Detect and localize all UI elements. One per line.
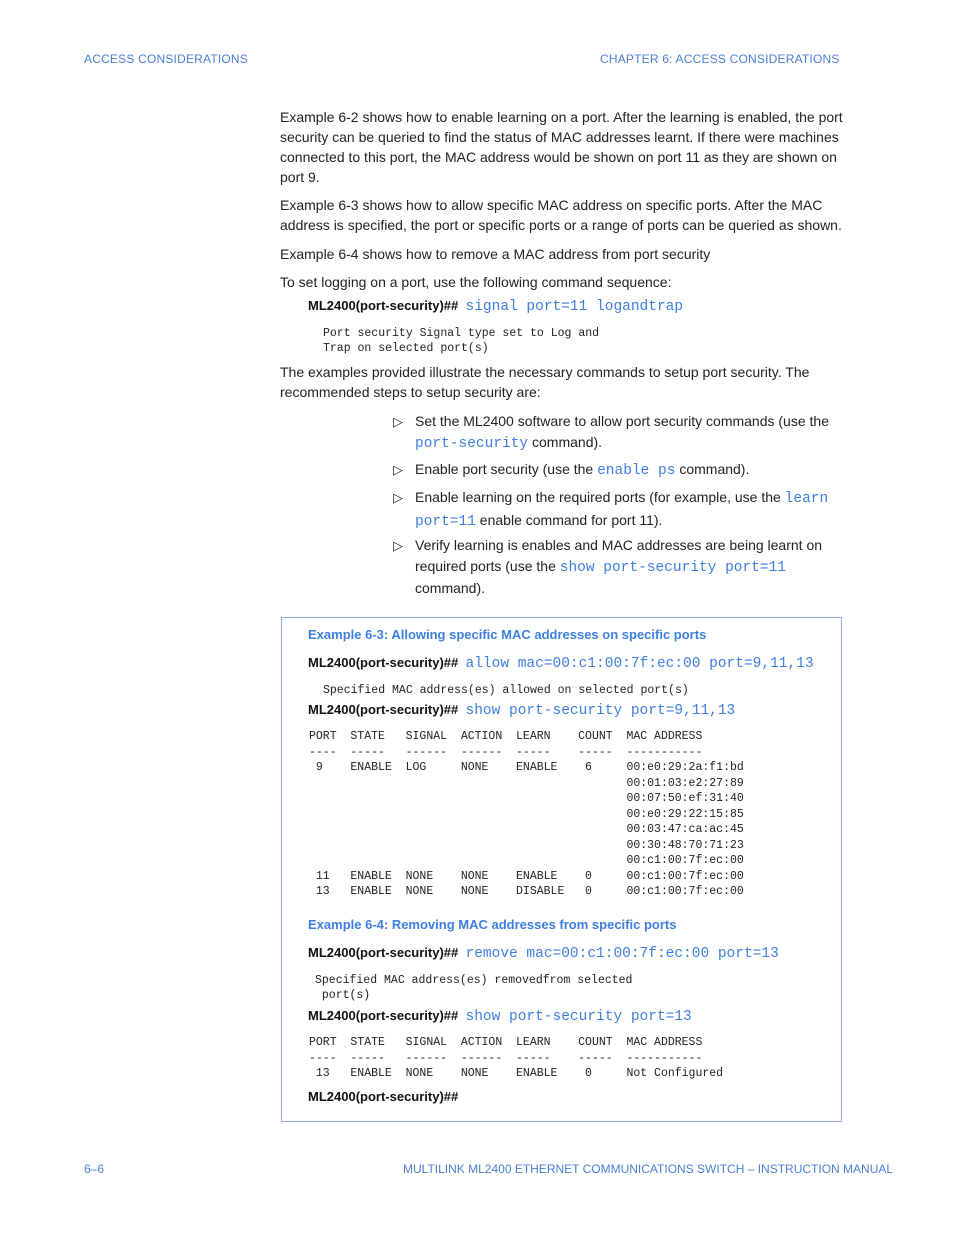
example-6-4-port-table: PORT STATE SIGNAL ACTION LEARN COUNT MAC ADDRESS ---- ----- ------ ------ ----- ----- ----------- 13 ENABLE NONE NONE ENABLE 0 Not Configured <box>309 1036 724 1080</box>
triangle-bullet-icon: ▷ <box>393 414 403 429</box>
allow-command: allow mac=00:c1:00:7f:ec:00 port=9,11,13 <box>465 656 814 672</box>
example-6-4-final-prompt <box>308 1089 458 1104</box>
command-prompt: ML2400(port-security)## <box>308 655 459 670</box>
paragraph-logging-intro: To set logging on a port, use the following command sequence: <box>280 274 672 290</box>
triangle-bullet-icon: ▷ <box>393 462 403 477</box>
step-text-end: command). <box>415 580 486 596</box>
step-text: Enable learning on the required ports (for example, use the <box>415 489 785 505</box>
command-prompt: ML2400(port-security)## <box>308 298 459 313</box>
step-text: Enable port security (use the <box>415 461 598 477</box>
show-command: show port-security port=9,11,13 <box>465 703 736 719</box>
example-6-4-command-1 <box>308 945 779 962</box>
triangle-bullet-icon: ▷ <box>393 538 403 553</box>
page-number: 6–6 <box>84 1162 105 1176</box>
step-text-end: command). <box>675 461 750 477</box>
logging-command-output: Port security Signal type set to Log and Trap on selected port(s) <box>323 327 600 355</box>
example-6-4-command-2 <box>308 1008 692 1025</box>
example-6-3-output-1: Specified MAC address(es) allowed on selected port(s) <box>323 684 689 697</box>
example-6-4-output-1: Specified MAC address(es) removedfrom selected port(s) <box>315 974 633 1002</box>
example-6-3-command-1 <box>308 655 814 672</box>
paragraph-example-6-2: Example 6-2 shows how to enable learning on a port. After the learning is enabled, the port security can be queried to find the status of MAC addresses learnt. If there were machines connected to this port, the MAC address would be shown on port 11 as they are shown on port 9. <box>280 109 843 185</box>
step-item-4 <box>393 535 843 599</box>
command-prompt: ML2400(port-security)## <box>308 702 459 717</box>
remove-command: remove mac=00:c1:00:7f:ec:00 port=13 <box>465 946 779 962</box>
step-code: enable ps <box>597 463 676 479</box>
show-command: show port-security port=13 <box>465 1009 692 1025</box>
step-item-3 <box>393 487 843 532</box>
command-prompt: ML2400(port-security)## <box>308 1089 459 1104</box>
command-prompt: ML2400(port-security)## <box>308 945 459 960</box>
step-code: port-security <box>415 435 529 452</box>
paragraph-recommended-steps: The examples provided illustrate the necessary commands to setup port security. The recommended steps to setup security are: <box>280 364 810 400</box>
step-code: show port-security port=11 <box>559 559 786 576</box>
step-item-2 <box>393 459 843 482</box>
step-item-1 <box>393 411 843 454</box>
triangle-bullet-icon: ▷ <box>393 490 403 505</box>
paragraph-example-6-4: Example 6-4 shows how to remove a MAC address from port security <box>280 246 711 262</box>
command-prompt: ML2400(port-security)## <box>308 1008 459 1023</box>
example-6-3-title: Example 6-3: Allowing specific MAC addresses on specific ports <box>308 627 707 642</box>
example-6-3-command-2 <box>308 702 735 719</box>
footer-manual-title: MULTILINK ML2400 ETHERNET COMMUNICATIONS SWITCH – INSTRUCTION MANUAL <box>403 1162 894 1176</box>
logging-command: signal port=11 logandtrap <box>465 299 684 315</box>
example-6-3-port-table: PORT STATE SIGNAL ACTION LEARN COUNT MAC ADDRESS ---- ----- ------ ------ ----- ----- ----------- 9 ENABLE LOG NONE ENABLE 6 00:e0:29:2a:f1:bd 00:01:03:e2:27:89 00:07:50:ef:31:40 00:e0:29:22:15:85 00:03:47:ca:ac:45 00:30:48:70:71:23 00:c1:00:7f:ec:00 11 ENABLE NONE NONE ENABLE 0 00:c1:00:7f:ec:00 13 ENABLE NONE NONE DISABLE 0 00:c1:00:7f:ec:00 <box>309 730 744 898</box>
header-section-title: ACCESS CONSIDERATIONS <box>84 52 249 66</box>
paragraph-example-6-3: Example 6-3 shows how to allow specific MAC address on specific ports. After the MAC address is specified, the port or specific ports or a range of ports can be queried as shown. <box>280 197 842 233</box>
step-code: learn port=11 <box>415 491 829 530</box>
step-text: Set the ML2400 software to allow port security commands (use the <box>415 413 829 429</box>
header-chapter-title: CHAPTER 6: ACCESS CONSIDERATIONS <box>600 52 840 66</box>
step-text-end: enable command for port 11). <box>475 511 663 528</box>
step-text-end: command). <box>528 433 603 450</box>
logging-command-line <box>308 298 683 315</box>
step-text: Verify learning is enables and MAC addresses are being learnt on required ports (use the <box>415 537 823 574</box>
example-6-4-title: Example 6-4: Removing MAC addresses from specific ports <box>308 917 677 932</box>
